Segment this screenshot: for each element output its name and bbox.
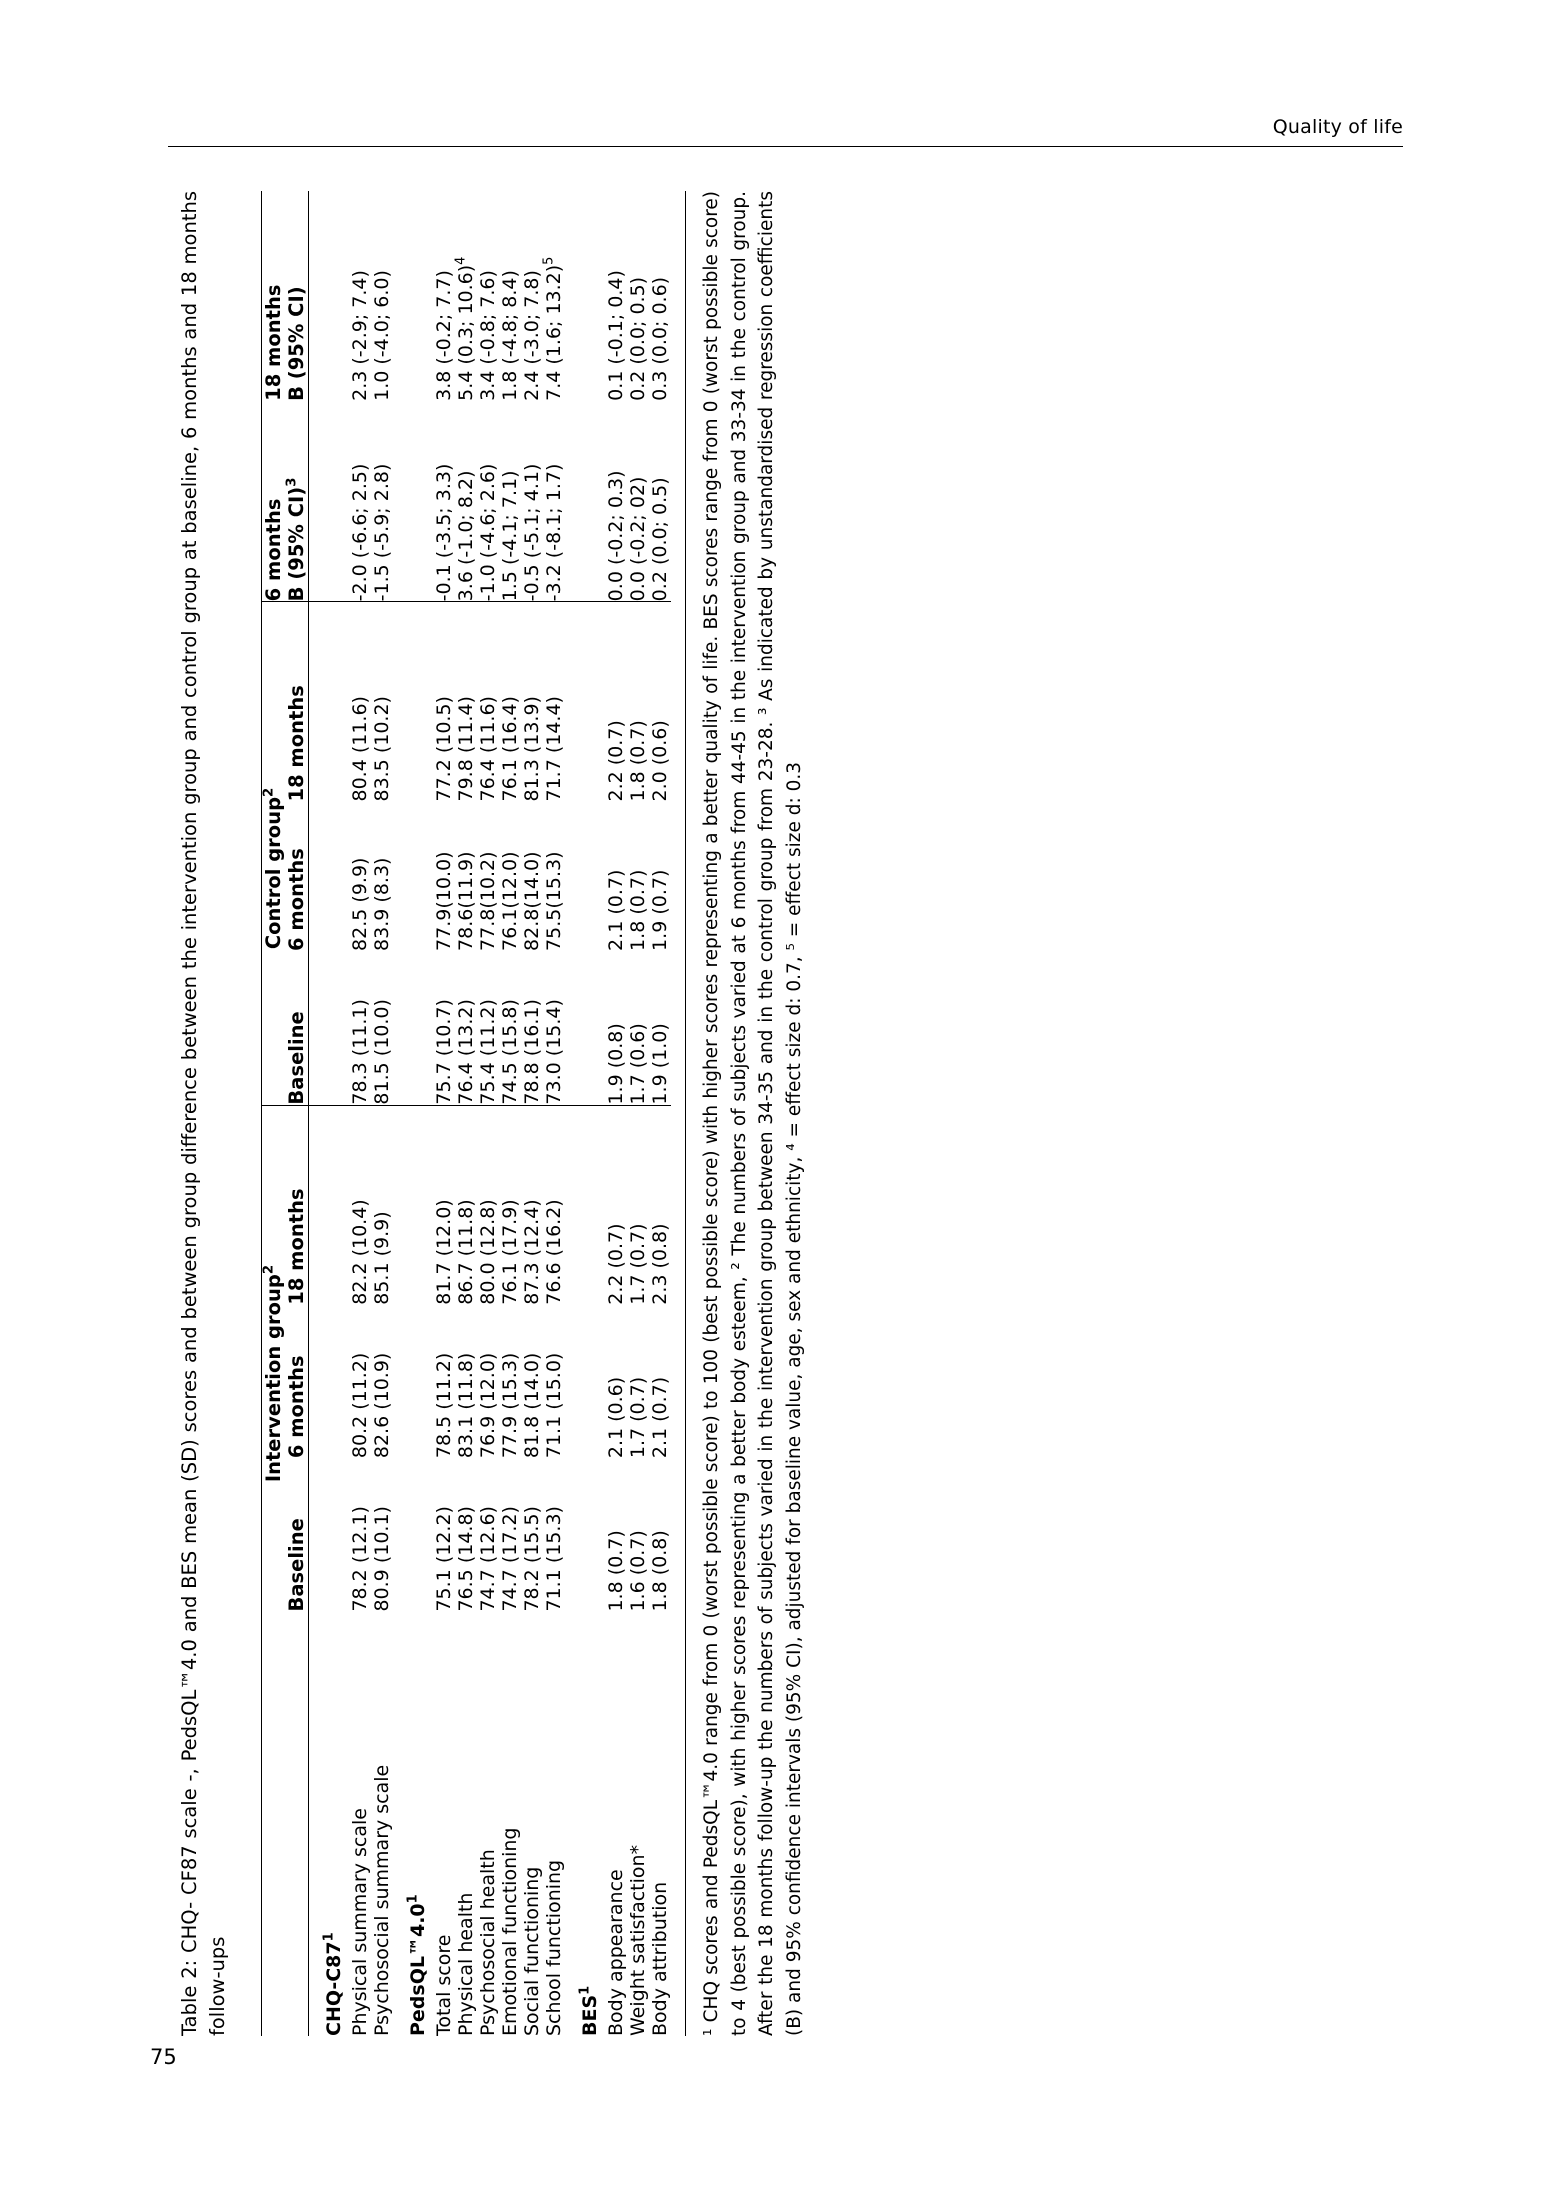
group-header-row: [261, 191, 285, 2036]
table-cell: 81.5 (10.0): [371, 951, 393, 1105]
group-header-18months-label: 18 months: [261, 284, 285, 401]
table-cell: [565, 632, 605, 801]
gap-cell: [393, 1105, 433, 1136]
group-header-6months: [261, 401, 285, 602]
table-cell: -3.2 (-8.1; 1.7): [543, 401, 565, 602]
gap-cell: [649, 1105, 671, 1136]
table-row: [649, 191, 671, 2036]
table-cell: 71.7 (14.4): [542, 696, 565, 802]
table-cell: 0.0 (-0.2; 0.3): [605, 401, 627, 602]
row-label-sup: 1: [405, 1894, 421, 1904]
table-section-row: [308, 191, 349, 2036]
table-section-row: [565, 191, 605, 2036]
sub-header-int-baseline: [285, 1458, 309, 1611]
sub-header-ctl-6m-label: 6 months: [284, 848, 308, 951]
gap-cell: [605, 1612, 627, 1642]
table-row: [627, 191, 649, 2036]
table-cell: 1.0 (-4.0; 6.0): [370, 270, 393, 401]
table-cell: 71.1 (15.0): [542, 1352, 565, 1459]
table-cell: [565, 1458, 605, 1611]
gap-cell: [371, 1105, 393, 1136]
gap-cell: [543, 1105, 565, 1136]
table-cell: 75.7 (10.7): [433, 951, 455, 1105]
table-row: [521, 191, 543, 2036]
row-label: Psychosocial summary scale: [370, 1764, 393, 2036]
table-cell: 80.9 (10.1): [370, 1506, 393, 1612]
sub-header-int-baseline-label: Baseline: [284, 1518, 308, 1612]
table-cell: 82.2 (10.4): [348, 1199, 371, 1305]
table-cell: 78.5 (11.2): [432, 1352, 455, 1459]
gap-cell: [349, 602, 371, 633]
table-cell: 78.8 (16.1): [521, 951, 543, 1105]
table-cell: 7.4 (1.6; 13.2)$^5$: [541, 256, 565, 401]
table-cell: 1.5 (-4.1; 7.1): [499, 401, 521, 602]
running-head-text: Quality of life: [1272, 116, 1403, 138]
table-cell: 2.3 (-2.9; 7.4): [348, 270, 371, 401]
table-cell: 81.7 (12.0): [432, 1199, 455, 1305]
table-cell: 0.3 (0.0; 0.6): [648, 276, 671, 401]
table-cell: [393, 1305, 433, 1458]
table-cell: 3.6 (-1.0; 8.2): [455, 401, 477, 602]
sub-header-blank: [285, 1642, 309, 2036]
page-number: 75: [150, 2045, 177, 2069]
sub-header-ctl-18m-label: 18 months: [284, 685, 308, 802]
table-cell: 77.8(10.2): [476, 851, 499, 951]
gap-cell: [521, 1612, 543, 1642]
table-cell: 77.9(10.0): [432, 851, 455, 951]
table-cell: 76.1(12.0): [498, 851, 521, 951]
sub-header-ctl-baseline-label: Baseline: [284, 1011, 308, 1105]
table-cell: 2.1 (0.7): [604, 869, 627, 951]
gap-1: [261, 1612, 285, 1642]
group-header-intervention-sup: 2: [261, 1264, 277, 1275]
table-cell: [308, 401, 349, 602]
gap-cell: [477, 1612, 499, 1642]
table-cell: [308, 1136, 349, 1305]
group-header-control-label: Control group: [261, 796, 285, 950]
table-cell: [308, 951, 349, 1105]
gap-cell: [371, 1612, 393, 1642]
table-cell: -1.5 (-5.9; 2.8): [371, 401, 393, 602]
gap-cell: [543, 602, 565, 633]
table-cell: 74.7 (17.2): [498, 1506, 521, 1612]
table-section-row: [393, 191, 433, 2036]
gap-cell: [649, 1612, 671, 1642]
table-cell: 81.8 (14.0): [520, 1352, 543, 1459]
table-cell: 74.7 (12.6): [476, 1506, 499, 1612]
gap-6: [285, 602, 309, 633]
group-header-blank: [261, 1642, 285, 2036]
table-cell: [308, 802, 349, 951]
gap-cell: [565, 1105, 605, 1136]
sub-header-b-6m-sup: 3: [284, 477, 300, 487]
table-cell: 2.1 (0.6): [604, 1376, 627, 1459]
table-body: [308, 191, 671, 2036]
gap-cell: [349, 1612, 371, 1642]
table-cell: 80.0 (12.8): [476, 1199, 499, 1305]
table-cell: 1.8 (0.7): [626, 720, 649, 802]
table-cell: 71.1 (15.3): [542, 1506, 565, 1612]
table-cell: [565, 1136, 605, 1305]
table-cell: 2.0 (0.6): [648, 720, 671, 802]
group-header-control: [261, 632, 285, 1105]
gap-cell: [605, 1105, 627, 1136]
table-cell: 1.9 (0.7): [648, 869, 671, 951]
cell-sup: 4: [453, 256, 469, 265]
gap-3: [261, 602, 285, 633]
row-label-sup: 1: [321, 1932, 337, 1942]
gap-cell: [393, 1612, 433, 1642]
sub-header-int-6m-label: 6 months: [284, 1355, 308, 1459]
gap-cell: [649, 602, 671, 633]
table-cell: 75.1 (12.2): [432, 1506, 455, 1612]
gap-cell: [371, 602, 393, 633]
table-cell: 78.6(11.9): [454, 851, 477, 951]
table-cell: [393, 1136, 433, 1305]
group-header-control-sup: 2: [261, 787, 277, 797]
table-cell: 3.4 (-0.8; 7.6): [476, 270, 499, 401]
table-row: [499, 191, 521, 2036]
table-cell: 81.3 (13.9): [520, 696, 543, 802]
table-cell: 1.7 (0.7): [626, 1223, 649, 1305]
gap-cell: [521, 602, 543, 633]
table-cell: 83.1 (11.8): [454, 1352, 477, 1459]
table-cell: [393, 802, 433, 951]
table-cell: 1.9 (0.8): [605, 951, 627, 1105]
table-cell: [565, 951, 605, 1105]
table-cell: 76.1 (16.4): [498, 696, 521, 802]
sub-header-int-6m: [285, 1305, 309, 1458]
table-cell: 77.2 (10.5): [432, 696, 455, 802]
gap-cell: [308, 1105, 349, 1136]
table-cell: 3.8 (-0.2; 7.7): [432, 270, 455, 401]
table-head: [261, 191, 308, 2036]
table-cell: 1.9 (1.0): [649, 951, 671, 1105]
table-cell: [393, 951, 433, 1105]
row-label: Body attribution: [648, 1881, 671, 2036]
table-caption: Table 2: CHQ- CF87 scale -, PedsQL™4.0 and BES mean (SD) scores and between group difference between the intervention group and control group at baseline, 6 months and 18 months follow-ups: [177, 191, 229, 2036]
table-cell: [393, 1458, 433, 1611]
row-label: Total score: [432, 1934, 455, 2036]
sub-header-b-18m-label: B (95% CI): [284, 286, 308, 401]
table-cell: 76.9 (12.0): [476, 1352, 499, 1459]
table-cell: 2.4 (-3.0; 7.8): [520, 270, 543, 401]
table-cell: 1.7 (0.6): [627, 951, 649, 1105]
group-header-18months: [261, 191, 285, 401]
gap-cell: [605, 602, 627, 633]
group-header-intervention: [261, 1136, 285, 1612]
table-cell: [308, 191, 349, 401]
gap-cell: [627, 1105, 649, 1136]
gap-cell: [565, 1612, 605, 1642]
gap-cell: [433, 1105, 455, 1136]
table-cell: 79.8 (11.4): [454, 696, 477, 802]
gap-cell: [455, 1612, 477, 1642]
table-cell: 75.4 (11.2): [477, 951, 499, 1105]
table-cell: 76.4 (13.2): [455, 951, 477, 1105]
gap-cell: [308, 1612, 349, 1642]
table-cell: [393, 191, 433, 401]
row-label: Body appearance: [604, 1869, 627, 2036]
table-cell: 87.3 (12.4): [520, 1199, 543, 1305]
table-cell: 0.0 (-0.2; 02): [627, 401, 649, 602]
table-cell: 76.5 (14.8): [454, 1506, 477, 1612]
cell-sup: 5: [541, 256, 557, 265]
table-cell: -1.0 (-4.6; 2.6): [477, 401, 499, 602]
table-cell: 83.9 (8.3): [370, 857, 393, 951]
table-row: [477, 191, 499, 2036]
table-cell: 77.9 (15.3): [498, 1352, 521, 1459]
gap-cell: [543, 1612, 565, 1642]
table-cell: 0.2 (0.0; 0.5): [626, 276, 649, 401]
table-cell: 73.0 (15.4): [543, 951, 565, 1105]
table-cell: 2.2 (0.7): [604, 1223, 627, 1305]
gap-cell: [455, 602, 477, 633]
sub-header-ctl-18m: [285, 632, 309, 801]
row-label: CHQ-$C87^1$: [321, 1932, 345, 2036]
gap-cell: [499, 1105, 521, 1136]
table-cell: 1.8 (-4.8; 8.4): [498, 270, 521, 401]
row-label: Social functioning: [520, 1866, 543, 2036]
table-cell: -0.5 (-5.1; 4.1): [521, 401, 543, 602]
table-cell: 1.8 (0.7): [604, 1530, 627, 1612]
table-cell: [565, 191, 605, 401]
table-cell: 76.1 (17.9): [498, 1199, 521, 1305]
table-cell: 78.2 (12.1): [348, 1506, 371, 1612]
table-row: [455, 191, 477, 2036]
table-cell: 75.5(15.3): [542, 851, 565, 951]
row-label: Psychosocial health: [476, 1849, 499, 2036]
table-cell: 0.1 (-0.1; 0.4): [604, 270, 627, 401]
table-cell: 2.2 (0.7): [604, 720, 627, 802]
table-cell: 0.2 (0.0; 0.5): [649, 401, 671, 602]
table-cell: 1.7 (0.7): [626, 1376, 649, 1459]
gap-cell: [565, 602, 605, 633]
row-label: $PedsQL™4.0^1$: [405, 1894, 429, 2036]
gap-2: [261, 1105, 285, 1136]
table-cell: 2.1 (0.7): [648, 1376, 671, 1459]
table-row: [349, 191, 371, 2036]
gap-cell: [477, 602, 499, 633]
row-label: Weight satisfaction*: [626, 1844, 649, 2036]
gap-cell: [521, 1105, 543, 1136]
table-cell: 80.4 (11.6): [348, 696, 371, 802]
table-cell: 82.8(14.0): [520, 851, 543, 951]
row-label: BES$^1$: [577, 1985, 601, 2036]
sub-header-int-18m-label: 18 months: [284, 1188, 308, 1305]
row-label: Physical health: [454, 1892, 477, 2036]
gap-cell: [308, 602, 349, 633]
sub-header-row: [285, 191, 309, 2036]
gap-cell: [433, 602, 455, 633]
table-cell: [393, 632, 433, 801]
row-label-sup: 1: [577, 1985, 593, 1995]
table-cell: 76.6 (16.2): [542, 1199, 565, 1305]
table-cell: 83.5 (10.2): [370, 696, 393, 802]
table-cell: 1.8 (0.8): [648, 1530, 671, 1612]
gap-5: [285, 1105, 309, 1136]
table-cell: 78.2 (15.5): [520, 1506, 543, 1612]
gap-cell: [499, 1612, 521, 1642]
table-row: [605, 191, 627, 2036]
table-cell: 82.6 (10.9): [370, 1352, 393, 1459]
table-cell: 74.5 (15.8): [499, 951, 521, 1105]
table-cell: 76.4 (11.6): [476, 696, 499, 802]
table-row: [543, 191, 565, 2036]
group-header-intervention-label: Intervention group: [261, 1274, 285, 1483]
table-cell: [565, 802, 605, 951]
sub-header-ctl-6m: [285, 802, 309, 951]
group-header-6months-label: 6 months: [261, 498, 285, 602]
gap-cell: [477, 1105, 499, 1136]
table-footnote: ¹ CHQ scores and PedsQL™4.0 range from 0 (worst possible score) to 100 (best possible score) with higher scores representing a better quality of life. BES scores range from 0 (worst possible score) to 4 (best possible score), with higher scores representing a better body esteem, ² The numbers of subjects varied at 6 months from 44-45 in the intervention group and 33-34 in the control group. After the 18 months follow-up the numbers of subjects varied in the intervention group between 34-35 and in the control group from 23-28. ³ As indicated by unstandardised regression coefficients (B) and 95% confidence intervals (95% CI), adjusted for baseline value, age, sex and ethnicity, ⁴ = effect size d: 0.7, ⁵ = effect size d: 0.3: [685, 191, 808, 2036]
row-label: School functioning: [542, 1859, 565, 2036]
table-row: [433, 191, 455, 2036]
table-cell: [308, 1458, 349, 1611]
table-cell: 82.5 (9.9): [348, 857, 371, 951]
table-cell: 78.3 (11.1): [349, 951, 371, 1105]
gap-cell: [433, 1612, 455, 1642]
sub-header-b-6m-label: B (95% CI): [284, 486, 308, 602]
table-cell: 1.6 (0.7): [626, 1530, 649, 1612]
gap-cell: [499, 602, 521, 633]
table-cell: [308, 1305, 349, 1458]
table-cell: 86.7 (11.8): [454, 1199, 477, 1305]
sub-header-int-18m: [285, 1136, 309, 1305]
table-cell: 80.2 (11.2): [348, 1352, 371, 1459]
table-cell: 2.3 (0.8): [648, 1223, 671, 1305]
gap-cell: [393, 602, 433, 633]
results-table: [261, 191, 671, 2036]
gap-4: [285, 1612, 309, 1642]
table-cell: [393, 401, 433, 602]
table-cell: [565, 1305, 605, 1458]
table-cell: [308, 632, 349, 801]
sub-header-ctl-baseline: [285, 951, 309, 1105]
gap-cell: [455, 1105, 477, 1136]
row-label: Emotional functioning: [498, 1827, 521, 2036]
table-cell: 85.1 (9.9): [370, 1211, 393, 1305]
table-cell: [565, 401, 605, 602]
table-cell: 1.8 (0.7): [626, 869, 649, 951]
gap-cell: [627, 1612, 649, 1642]
gap-cell: [349, 1105, 371, 1136]
table-cell: -0.1 (-3.5; 3.3): [433, 401, 455, 602]
table-row: [371, 191, 393, 2036]
row-label: Physical summary scale: [348, 1808, 371, 2036]
sub-header-b-6m: [285, 401, 309, 602]
table-cell: -2.0 (-6.6; 2.5): [349, 401, 371, 602]
sub-header-b-18m: [285, 191, 309, 401]
gap-cell: [627, 602, 649, 633]
table-cell: 5.4 (0.3; 10.6)$^4$: [453, 256, 477, 401]
